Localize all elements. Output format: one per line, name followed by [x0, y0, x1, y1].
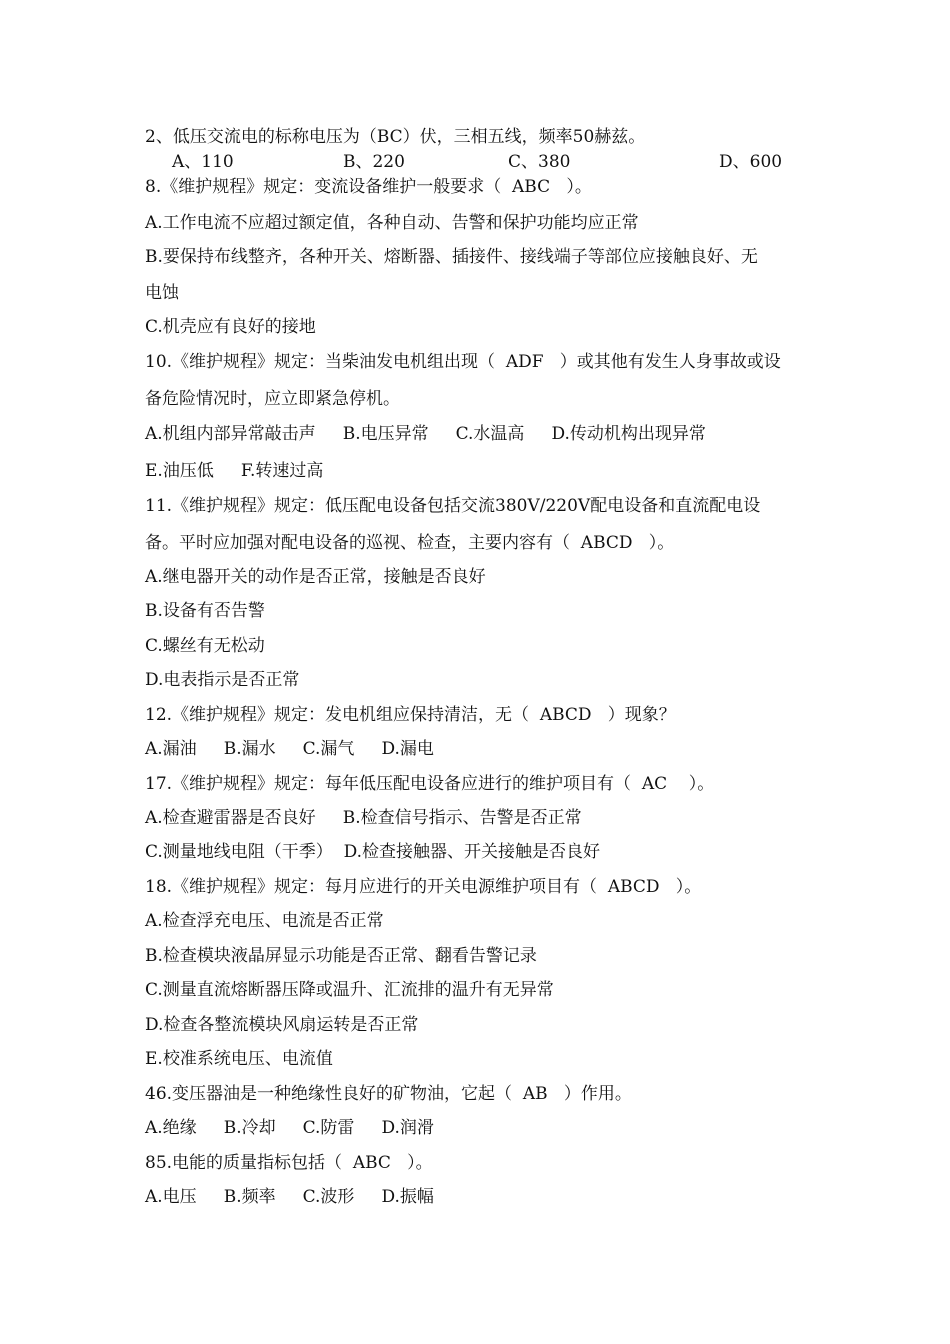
question-12-options: A.漏油 B.漏水 C.漏气 D.漏电: [145, 739, 434, 759]
question-17-options-1: A.检查避雷器是否良好 B.检查信号指示、告警是否正常: [145, 808, 582, 828]
question-2-options: [0, 152, 950, 172]
question-10-stem-cont: 备危险情况时，应立即紧急停机。: [145, 389, 400, 409]
question-2-option-a: A、110: [172, 152, 234, 172]
question-10-options-2: E.油压低 F.转速过高: [145, 461, 324, 481]
question-18-option-d: D.检查各整流模块风扇运转是否正常: [145, 1015, 419, 1035]
question-17-options-2: C.测量地线电阻（干季） D.检查接触器、开关接触是否良好: [145, 842, 601, 862]
question-2-option-c: C、380: [508, 152, 571, 172]
question-8-stem: 8.《维护规程》规定：变流设备维护一般要求（ ABC ）。: [145, 177, 592, 197]
question-2-option-d: D、600: [719, 152, 783, 172]
question-11-option-d: D.电表指示是否正常: [145, 670, 300, 690]
question-85-options: A.电压 B.频率 C.波形 D.振幅: [145, 1187, 434, 1207]
question-8-option-a: A.工作电流不应超过额定值，各种自动、告警和保护功能均应正常: [145, 213, 639, 233]
question-10-options-1: A.机组内部异常敲击声 B.电压异常 C.水温高 D.传动机构出现异常: [145, 424, 706, 444]
question-18-option-a: A.检查浮充电压、电流是否正常: [145, 911, 384, 931]
question-11-stem-cont: 备。平时应加强对配电设备的巡视、检查，主要内容有（ ABCD ）。: [145, 533, 675, 553]
question-46-stem: 46.变压器油是一种绝缘性良好的矿物油，它起（ AB ）作用。: [145, 1084, 632, 1104]
question-2-option-b: B、220: [343, 152, 405, 172]
question-12-stem: 12.《维护规程》规定：发电机组应保持清洁，无（ ABCD ）现象？: [145, 705, 676, 725]
question-10-stem: 10.《维护规程》规定：当柴油发电机组出现（ ADF ）或其他有发生人身事故或设: [145, 352, 781, 372]
question-85-stem: 85.电能的质量指标包括（ ABC ）。: [145, 1153, 433, 1173]
question-11-option-a: A.继电器开关的动作是否正常，接触是否良好: [145, 567, 486, 587]
question-46-options: A.绝缘 B.冷却 C.防雷 D.润滑: [145, 1118, 434, 1138]
question-18-stem: 18.《维护规程》规定：每月应进行的开关电源维护项目有（ ABCD ）。: [145, 877, 702, 897]
question-8-option-b-cont: 电蚀: [145, 283, 179, 303]
question-17-stem: 17.《维护规程》规定：每年低压配电设备应进行的维护项目有（ AC ）。: [145, 774, 715, 794]
question-11-stem: 11.《维护规程》规定：低压配电设备包括交流380V/220V配电设备和直流配电设: [145, 496, 761, 516]
question-11-option-b: B.设备有否告警: [145, 601, 265, 621]
question-8-option-c: C.机壳应有良好的接地: [145, 317, 316, 337]
question-18-option-e: E.校准系统电压、电流值: [145, 1049, 333, 1069]
question-2-stem: 2、低压交流电的标称电压为（BC）伏，三相五线，频率50赫兹。: [145, 127, 646, 147]
question-18-option-b: B.检查模块液晶屏显示功能是否正常、翻看告警记录: [145, 946, 537, 966]
question-18-option-c: C.测量直流熔断器压降或温升、汇流排的温升有无异常: [145, 980, 554, 1000]
question-8-option-b: B.要保持布线整齐，各种开关、熔断器、插接件、接线端子等部位应接触良好、无: [145, 247, 758, 267]
question-11-option-c: C.螺丝有无松动: [145, 636, 265, 656]
